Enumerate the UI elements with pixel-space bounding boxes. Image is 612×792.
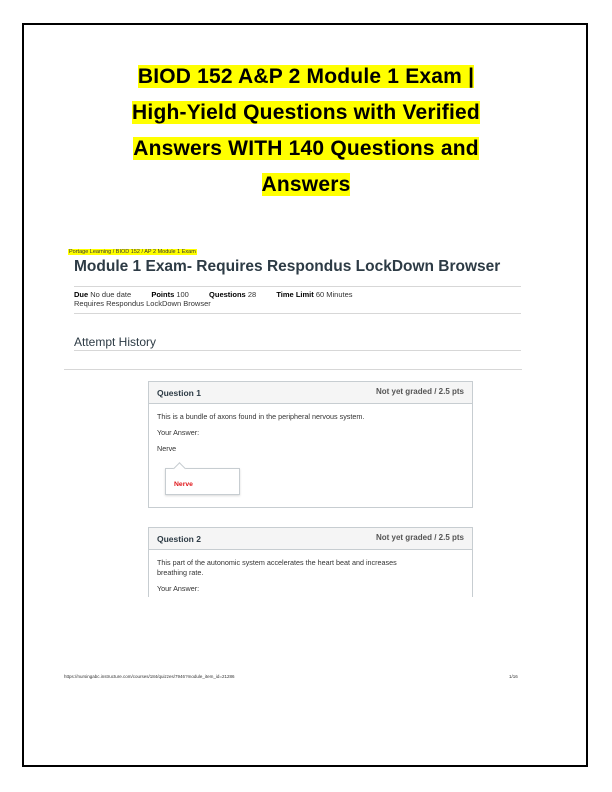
points-label: Points <box>151 290 175 299</box>
time-limit-label: Time Limit <box>276 290 314 299</box>
title-line-3: Answers WITH 140 Questions and <box>133 137 479 160</box>
graded-answer-box <box>165 468 240 495</box>
question-card-1 <box>148 381 473 508</box>
lockdown-requirement: Requires Respondus LockDown Browser <box>74 299 211 308</box>
footer-url: https://nursingabc.instructure.com/courses/184/quizzes/7946?module_item_id=21286 <box>64 674 235 679</box>
your-answer-label: Your Answer: <box>157 584 200 593</box>
graded-answer-text: Nerve <box>174 481 193 488</box>
question-points: Not yet graded / 2.5 pts <box>375 387 464 396</box>
exam-title: Module 1 Exam- Requires Respondus LockDown Browser <box>74 258 501 275</box>
due-value: No due date <box>90 290 132 299</box>
attempt-history-heading: Attempt History <box>74 335 157 349</box>
divider <box>74 350 521 351</box>
question-points: Not yet graded / 2.5 pts <box>375 533 464 542</box>
divider <box>74 313 521 314</box>
exam-meta <box>74 290 353 299</box>
title-line-1: BIOD 152 A&P 2 Module 1 Exam | <box>137 65 475 88</box>
divider <box>64 369 522 370</box>
question-title: Question 2 <box>157 534 201 544</box>
question-card-2 <box>148 527 473 597</box>
questions-value: 28 <box>247 290 257 299</box>
questions-label: Questions <box>209 290 246 299</box>
question-title: Question 1 <box>157 388 201 398</box>
question-text: This is a bundle of axons found in the peripheral nervous system. <box>157 412 365 421</box>
document-title <box>0 62 612 206</box>
divider <box>74 286 521 287</box>
your-answer-text: Nerve <box>157 444 177 453</box>
breadcrumb[interactable]: Portage Learning / BIOD 152 / AP 2 Module 1 Exam <box>69 249 196 255</box>
question-header <box>149 382 472 404</box>
title-line-2: High-Yield Questions with Verified <box>132 101 480 124</box>
title-line-4: Answers <box>261 173 351 196</box>
your-answer-label: Your Answer: <box>157 428 200 437</box>
page-number: 1/16 <box>509 674 518 679</box>
question-header <box>149 528 472 550</box>
question-text: This part of the autonomic system accelerates the heart beat and increases breathing rate. <box>157 558 397 577</box>
points-value: 100 <box>176 290 189 299</box>
due-label: Due <box>74 290 89 299</box>
time-limit-value: 60 Minutes <box>315 290 353 299</box>
